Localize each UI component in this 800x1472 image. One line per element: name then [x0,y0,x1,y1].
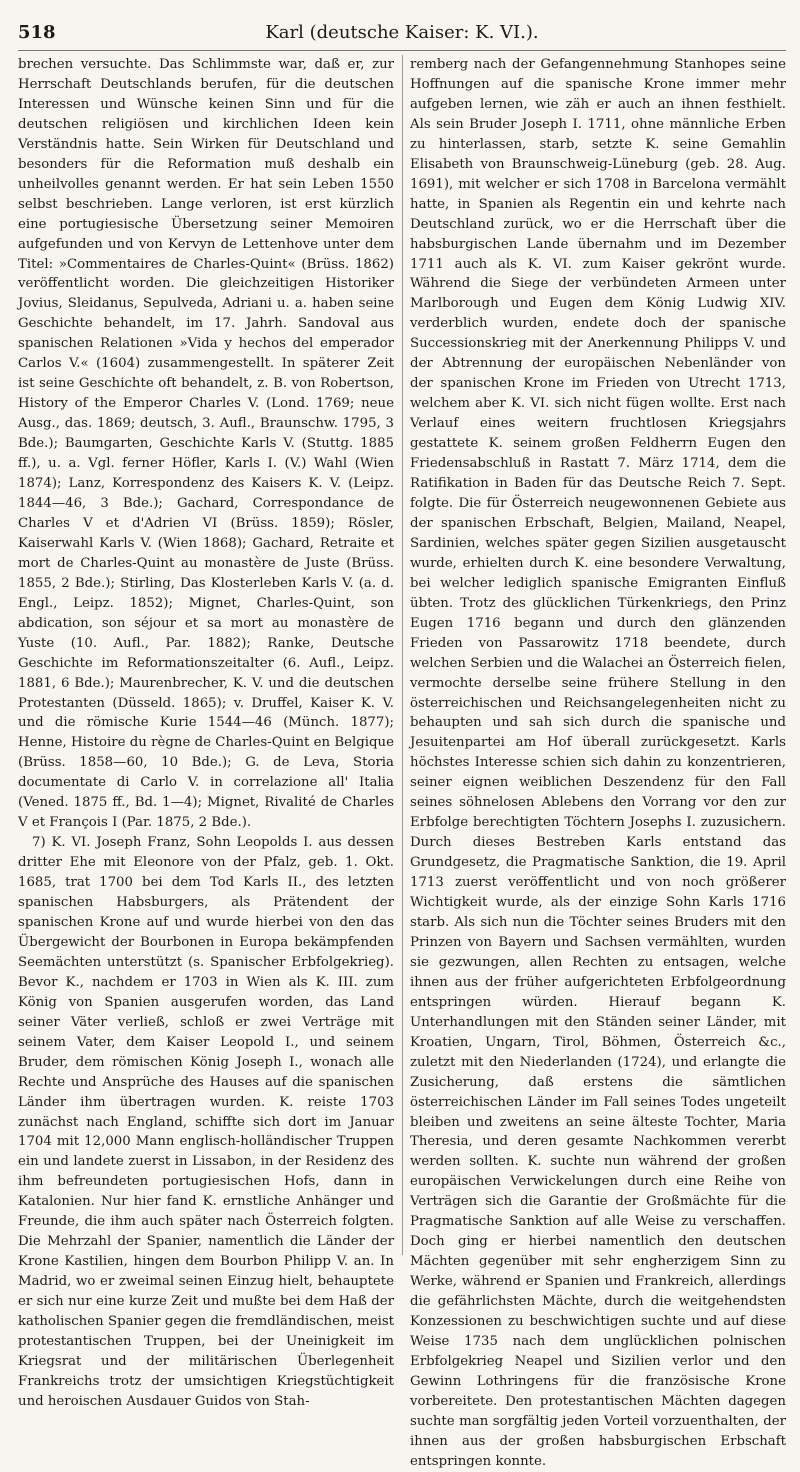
page-header-title: Karl (deutsche Kaiser: K. VI.). [265,22,539,43]
paragraph: 7) K. VI. Joseph Franz, Sohn Leopolds I. aus dessen dritter Ehe mit Eleonore von der Pfalz, geb. 1. Okt. 1685, trat 1700 bei dem Tod Karls II., des letzten spanischen Habsburgers, als Prätendent der spanischen Krone auf und wurde hierbei von den das Übergewicht der Bourbonen in Europa bekämpfenden Seemächten unterstützt (s. Spanischer Erbfolgekrieg). Bevor K., nachdem er 1703 in Wien als K. III. zum König von Spanien ausgerufen worden, das Land seiner Väter verließ, schloß er zwei Verträge mit seinem Vater, dem Kaiser Leopold I., und seinem Bruder, dem römischen König Joseph I., wonach alle Rechte und Ansprüche des Hauses auf die spanischen Länder ihm übertragen wurden. K. reiste 1703 zunächst nach England, schiffte sich dort im Januar 1704 mit 12,000 Mann englisch-holländischer Truppen ein und landete zuerst in Lissabon, in der Residenz des ihm befreundeten portugiesischen Hofs, dann in Katalonien. Nur hier fand K. ernstliche Anhänger und Freunde, die ihm auch später nach Österreich folgten. Die Mehrzahl der Spanier, namentlich die Länder der Krone Kastilien, hingen dem Bourbon Philipp V. an. In Madrid, wo er zweimal seinen Einzug hielt, behauptete er sich nur eine kurze Zeit und mußte bei dem Haß der katholischen Spanier gegen die fremdländischen, meist protestantischen Truppen, bei der Uneinigkeit im Kriegsrat und der militärischen Überlegenheit Frankreichs trotz der umsichtigen Kriegstüchtigkeit und heroischen Ausdauer Guidos von Stah- [18,835,394,1409]
paragraph: remberg nach der Gefangennehmung Stanhopes seine Hoffnungen auf die spanische Krone immer mehr aufgeben lernen, wie zäh er auch an ihnen festhielt. Als sein Bruder Joseph I. 1711, ohne männliche Erben zu hinterlassen, starb, setzte K. seine Gemahlin Elisabeth von Braunschweig-Lüneburg (geb. 28. Aug. 1691), mit welcher er sich 1708 in Barcelona vermählt hatte, in Spanien als Regentin ein und kehrte nach Deutschland zurück, wo er die Herrschaft über die habsburgischen Lande übernahm und im Dezember 1711 auch als K. VI. zum Kaiser gekrönt wurde. Während die Siege der verbündeten Armeen unter Marlborough und Eugen dem König Ludwig XIV. verderblich wurden, endete doch der spanische Successionskrieg mit der Anerkennung Philipps V. und der Abtrennung der europäischen Nebenländer von der spanischen Krone im Frieden von Utrecht 1713, welchem aber K. VI. sich nicht fügen wollte. Erst nach Verlauf eines weitern fruchtlosen Kriegsjahrs gestattete K. seinem großen Feldherrn Eugen den Friedensabschluß in Rastatt 7. März 1714, dem die Ratifikation in Baden für das Deutsche Reich 7. Sept. folgte. Die für Österreich neugewonnenen Gebiete aus der spanischen Erbschaft, Belgien, Mailand, Neapel, Sardinien, welches später gegen Sizilien ausgetauscht wurde, erhielten durch K. eine besondere Verwaltung, bei welcher lediglich spanische Emigranten Einfluß übten. Trotz des glücklichen Türkenkriegs, den Prinz Eugen 1716 begann und durch den glänzenden Frieden von Passarowitz 1718 beendete, durch welchen Serbien und die Walachei an Österreich fielen, vermochte derselbe seine frühere Stellung in den österreichischen und Reichsangelegenheiten nicht zu behaupten und sah sich durch die spanische und Jesuitenpartei am Hof überall zurückgesetzt. Karls höchstes Interesse schien sich dahin zu konzentrieren, seiner eignen weiblichen Deszendenz für den Fall seines söhnelosen Ablebens den Vorrang vor den zur Erbfolge berechtigten Töchtern Josephs I. zuzusichern. Durch dieses Bestreben Karls entstand das Grundgesetz, die Pragmatische Sanktion, die 19. April 1713 zuerst veröffentlicht und von noch größerer Wichtigkeit wurde, als der einzige Sohn Karls 1716 starb. Als sich nun die Töchter seines Bruders mit den Prinzen von Bayern und Sachsen vermählten, wurden sie gezwungen, allen Rechten zu entsagen, welche ihnen aus der früher aufgerichteten Erbfolgeordnung entspringen würden. Hierauf begann K. Unterhandlungen mit den Ständen seiner Länder, mit Kroatien, Ungarn, Tirol, Böhmen, Österreich &c., zuletzt mit den Niederlanden (1724), und erlangte die Zusicherung, daß erstens die sämtlichen österreichischen Länder im Fall seines Todes ungeteilt bleiben und zweitens an seine älteste Tochter, Maria Theresia, und deren gesamte Nachkommen vererbt werden sollten. K. suchte nun während der großen europäischen Verwickelungen durch eine Reihe von Verträgen sich die Garantie der Großmächte für die Pragmatische Sanktion auf alle Weise zu verschaffen. Doch ging er hierbei namentlich den deutschen Mächten gegenüber mit sehr engherzigem Sinn zu Werke, während er Spanien und Frankreich, allerdings die gefährlichsten Mächte, durch die weitgehendsten Konzessionen zu beschwichtigen suchte und auf diese Weise 1735 nach dem unglücklichen polnischen Erbfolgekrieg Neapel und Sizilien verlor und den Gewinn Lothringens für die französische Krone vorbereitete. Den protestantischen Mächten dagegen suchte man sorgfältig jeden Vorteil vorzuenthalten, der ihnen aus der großen habsburgischen Erbschaft entspringen konnte. [410,57,786,1469]
left-column [18,55,394,1409]
right-column [410,55,786,1469]
text-columns [18,55,786,1469]
page-number: 518 [18,22,56,43]
running-head [18,20,786,51]
paragraph: brechen versuchte. Das Schlimmste war, daß er, zur Herrschaft Deutschlands berufen, für die deutschen Interessen und Wünsche keinen Sinn und für die deutschen religiösen und kirchlichen Ideen kein Verständnis hatte. Sein Wirken für Deutschland und besonders für die Reformation muß deshalb ein unheilvolles genannt werden. Er hat sein Leben 1550 selbst beschrieben. Lange verloren, ist erst kürzlich eine portugiesische Übersetzung seiner Memoiren aufgefunden und von Kervyn de Lettenhove unter dem Titel: »Commentaires de Charles-Quint« (Brüss. 1862) veröffentlicht worden. Die gleichzeitigen Historiker Jovius, Sleidanus, Sepulveda, Adriani u. a. haben seine Geschichte behandelt, im 17. Jahrh. Sandoval aus spanischen Relationen »Vida y hechos del emperador Carlos V.« (1604) zusammengestellt. In späterer Zeit ist seine Geschichte oft behandelt, z. B. von Robertson, History of the Emperor Charles V. (Lond. 1769; neue Ausg., das. 1869; deutsch, 3. Aufl., Braunschw. 1795, 3 Bde.); Baumgarten, Geschichte Karls V. (Stuttg. 1885 ff.), u. a. Vgl. ferner Höfler, Karls I. (V.) Wahl (Wien 1874); Lanz, Korrespondenz des Kaisers K. V. (Leipz. 1844—46, 3 Bde.); Gachard, Correspondance de Charles V et d'Adrien VI (Brüss. 1859); Rösler, Kaiserwahl Karls V. (Wien 1868); Gachard, Retraite et mort de Charles-Quint au monastère de Juste (Brüss. 1855, 2 Bde.); Stirling, Das Klosterleben Karls V. (a. d. Engl., Leipz. 1852); Mignet, Charles-Quint, son abdication, son séjour et sa mort au monastère de Yuste (10. Aufl., Par. 1882); Ranke, Deutsche Geschichte im Reformationszeitalter (6. Aufl., Leipz. 1881, 6 Bde.); Maurenbrecher, K. V. und die deutschen Protestanten (Düsseld. 1865); v. Druffel, Kaiser K. V. und die römische Kurie 1544—46 (Münch. 1877); Henne, Histoire du règne de Charles-Quint en Belgique (Brüss. 1858—60, 10 Bde.); G. de Leva, Storia documentate di Carlo V. in correlazione all' Italia (Vened. 1875 ff., Bd. 1—4); Mignet, Rivalité de Charles V et François I (Par. 1875, 2 Bde.). [18,57,394,831]
